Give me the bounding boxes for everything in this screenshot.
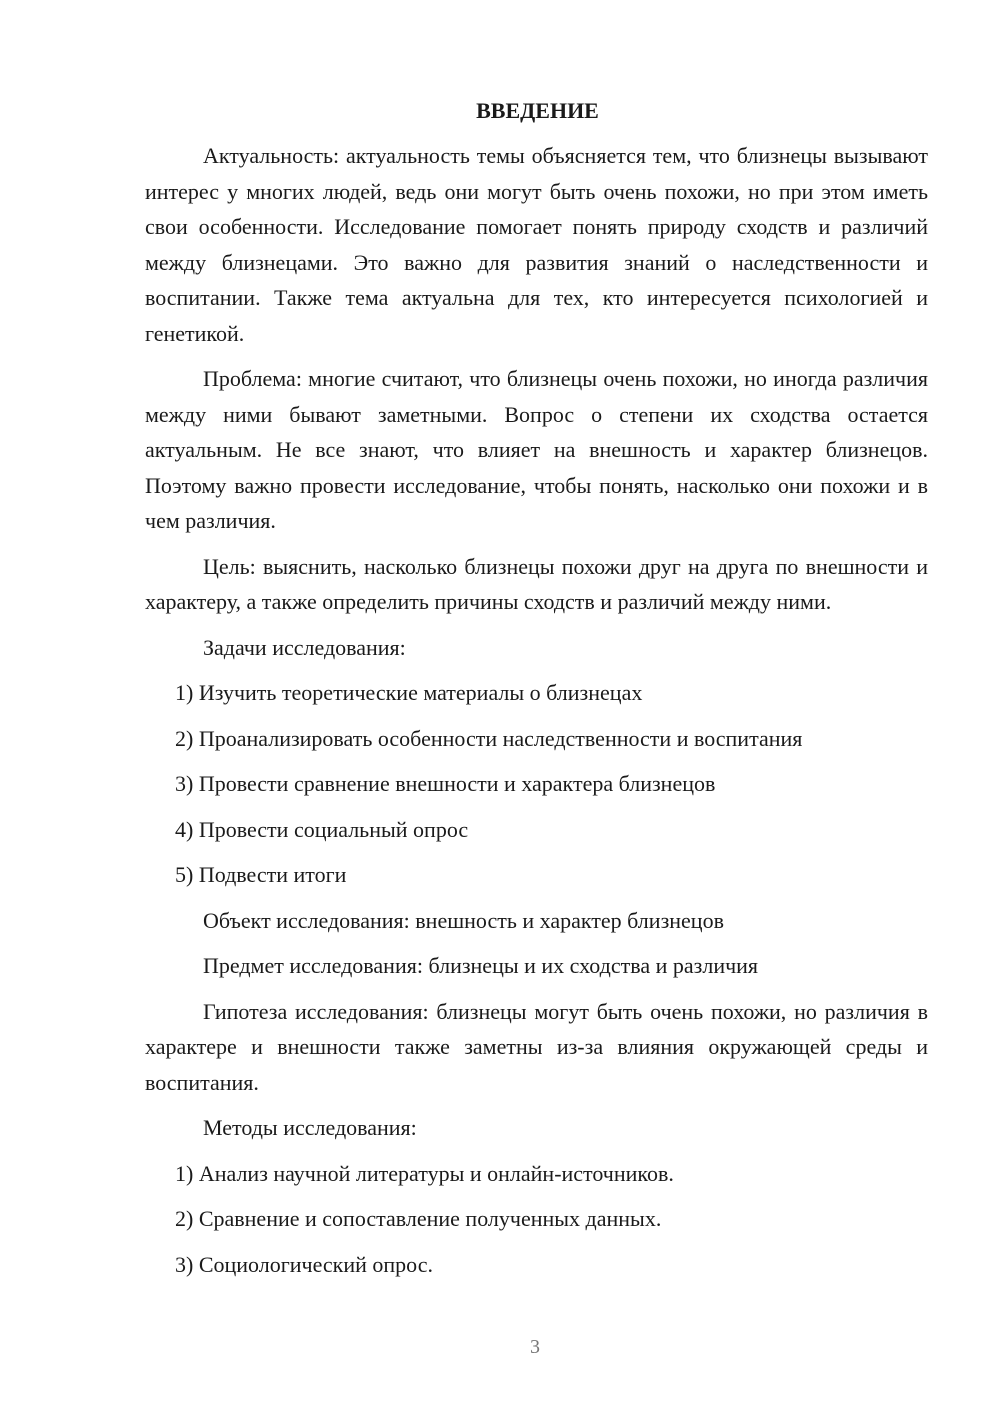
list-item: 4) Провести социальный опрос — [175, 816, 469, 842]
page-title: ВВЕДЕНИЕ — [476, 98, 599, 123]
tasks-list — [145, 675, 928, 893]
list-item: 2) Проанализировать особенности наследственности и воспитания — [175, 725, 803, 751]
list-item: 1) Анализ научной литературы и онлайн-источников. — [175, 1160, 674, 1186]
methods-list — [145, 1156, 928, 1283]
subject-line: Предмет исследования: близнецы и их сходства и различия — [203, 953, 759, 978]
list-item: 3) Социологический опрос. — [175, 1251, 433, 1277]
list-item: 3) Провести сравнение внешности и характера близнецов — [175, 771, 716, 796]
object-line: Объект исследования: внешность и характер близнецов — [203, 907, 724, 933]
problem-paragraph: Проблема: многие считают, что близнецы очень похожи, но иногда различия между ними бывают заметными. Вопрос о степени их сходства остается актуальным. Не все знают, что влияет на внешность и характер близнецов. Поэтому важно провести исследование, чтобы понять, насколько они похожи и в чем различия. — [145, 366, 928, 533]
hypothesis-paragraph: Гипотеза исследования: близнецы могут быть очень похожи, но различия в характере и внешности также заметны из-за влияния окружающей среды и воспитания. — [145, 998, 928, 1095]
list-item: 2) Сравнение и сопоставление полученных данных. — [175, 1206, 662, 1231]
list-item: 5) Подвести итоги — [175, 862, 347, 887]
methods-heading: Методы исследования: — [203, 1115, 417, 1140]
list-item: 1) Изучить теоретические материалы о близнецах — [175, 680, 643, 705]
relevance-paragraph: Актуальность: актуальность темы объясняется тем, что близнецы вызывают интерес у многих людей, ведь они могут быть очень похожи, но при этом иметь свои особенности. Исследование помогает понять природу сходств и различий между близнецами. Это важно для развития знаний о наследственности и воспитании. Также тема актуальна для тех, кто интересуется психологией и генетикой. — [145, 143, 928, 346]
goal-paragraph: Цель: выяснить, насколько близнецы похожи друг на друга по внешности и характеру, а также определить причины сходств и различий между ними. — [145, 553, 928, 614]
page-content — [145, 98, 928, 1292]
tasks-heading: Задачи исследования: — [203, 634, 406, 660]
page-number: 3 — [530, 1336, 540, 1358]
